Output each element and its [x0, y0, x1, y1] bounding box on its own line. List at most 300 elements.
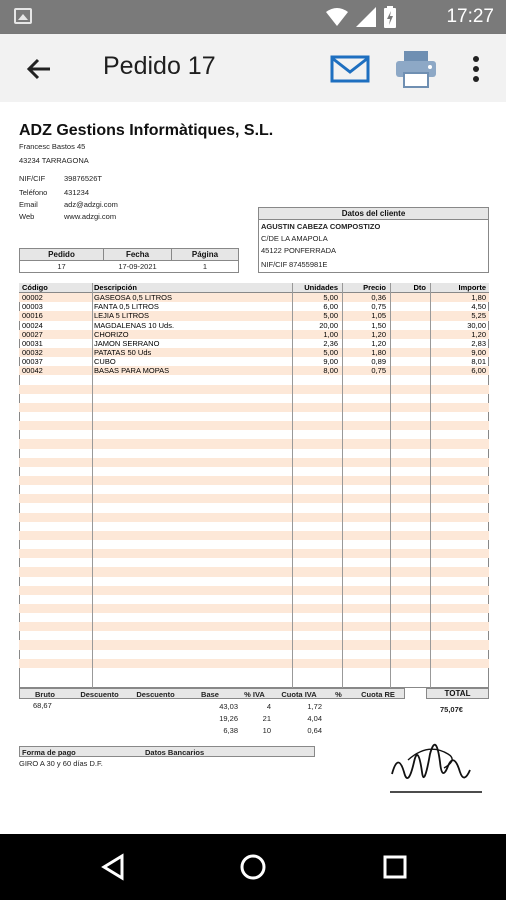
price-cell [341, 668, 389, 677]
description-cell [91, 375, 291, 384]
totals-header-base: Base [201, 690, 219, 699]
table-row [19, 631, 489, 640]
code-cell [19, 613, 91, 622]
table-row [19, 586, 489, 595]
amount-cell [429, 513, 489, 522]
table-row [19, 613, 489, 622]
price-cell [341, 640, 389, 649]
price-cell [341, 439, 389, 448]
amount-cell [429, 604, 489, 613]
discount-cell [389, 348, 429, 357]
order-info-header-pedido: Pedido [20, 249, 104, 261]
amount-cell [429, 622, 489, 631]
table-row [19, 567, 489, 576]
code-cell [19, 449, 91, 458]
discount-cell [389, 385, 429, 394]
units-cell [291, 467, 341, 476]
description-cell: BASAS PARA MOPAS [91, 366, 291, 375]
description-cell [91, 412, 291, 421]
battery-charging-icon [384, 6, 396, 28]
price-cell [341, 430, 389, 439]
col-header-descripcion: Descripción [91, 283, 291, 293]
description-cell [91, 567, 291, 576]
code-cell [19, 375, 91, 384]
discount-cell [389, 339, 429, 348]
code-cell [19, 494, 91, 503]
price-cell [341, 650, 389, 659]
status-bar [0, 0, 506, 34]
units-cell [291, 476, 341, 485]
discount-cell [389, 458, 429, 467]
amount-cell [429, 640, 489, 649]
description-cell [91, 613, 291, 622]
totals-header-bruto: Bruto [35, 690, 55, 699]
price-cell [341, 540, 389, 549]
recents-nav-icon[interactable] [380, 852, 410, 882]
company-address-line2: 43234 TARRAGONA [19, 156, 89, 165]
code-cell [19, 421, 91, 430]
price-cell [341, 631, 389, 640]
code-cell [19, 430, 91, 439]
amount-cell [429, 531, 489, 540]
table-row [19, 540, 489, 549]
units-cell [291, 531, 341, 540]
client-box-header: Datos del cliente [259, 208, 488, 220]
discount-cell [389, 558, 429, 567]
discount-cell [389, 366, 429, 375]
description-cell [91, 577, 291, 586]
amount-cell [429, 577, 489, 586]
units-cell [291, 449, 341, 458]
code-cell [19, 403, 91, 412]
mail-icon[interactable] [330, 52, 370, 86]
tax-rate-2: 21 [262, 714, 271, 723]
description-cell [91, 439, 291, 448]
company-nif: 39876526T [64, 174, 102, 183]
description-cell: FANTA 0,5 LITROS [94, 302, 159, 312]
discount-cell [389, 302, 429, 311]
table-row [19, 348, 489, 357]
code-cell [19, 622, 91, 631]
units-cell [291, 503, 341, 512]
units-cell: 6,00 [323, 302, 338, 312]
units-cell [291, 640, 341, 649]
description-cell [91, 668, 291, 677]
client-box [258, 207, 489, 273]
description-cell [91, 503, 291, 512]
units-cell: 9,00 [323, 357, 338, 367]
client-name: AGUSTIN CABEZA COMPOSTIZO [261, 222, 381, 231]
table-row [19, 321, 489, 330]
description-cell [91, 449, 291, 458]
table-row [19, 439, 489, 448]
units-cell [291, 412, 341, 421]
amount-cell [429, 412, 489, 421]
price-cell [341, 513, 389, 522]
totals-header-cuota-iva: Cuota IVA [281, 690, 317, 699]
code-cell [19, 640, 91, 649]
discount-cell [389, 494, 429, 503]
description-cell [91, 403, 291, 412]
discount-cell [389, 531, 429, 540]
table-row [19, 357, 489, 366]
table-row [19, 650, 489, 659]
units-cell: 5,00 [291, 311, 341, 320]
description-cell [91, 458, 291, 467]
totals-header-descuento1: Descuento [80, 690, 119, 699]
amount-cell [429, 595, 489, 604]
price-cell [341, 522, 389, 531]
image-notification-icon [14, 8, 32, 24]
code-cell [19, 595, 91, 604]
discount-cell [389, 330, 429, 339]
units-cell [291, 604, 341, 613]
code-cell [19, 668, 91, 677]
home-nav-icon[interactable] [238, 852, 268, 882]
price-cell [341, 604, 389, 613]
amount-cell: 30,00 [467, 320, 486, 330]
discount-cell [389, 540, 429, 549]
amount-cell [429, 485, 489, 494]
amount-cell [429, 449, 489, 458]
table-row [19, 403, 489, 412]
description-cell: PATATAS 50 Uds [91, 348, 291, 357]
units-cell [291, 522, 341, 531]
discount-cell [389, 293, 429, 303]
code-cell [19, 586, 91, 595]
table-row [19, 375, 489, 384]
company-web-label: Web [19, 212, 35, 221]
description-cell [91, 485, 291, 494]
amount-cell: 8,01 [471, 357, 486, 367]
table-row [19, 330, 489, 339]
amount-cell [429, 631, 489, 640]
units-cell [291, 485, 341, 494]
amount-cell [429, 430, 489, 439]
company-name: ADZ Gestions Informàtiques, S.L. [19, 122, 274, 139]
code-cell: 00016 [19, 311, 91, 320]
amount-cell: 4,50 [471, 302, 486, 312]
totals-header-iva: % IVA [244, 690, 265, 699]
amount-cell [429, 385, 489, 394]
price-cell [341, 394, 389, 403]
table-row [19, 604, 489, 613]
table-row [19, 640, 489, 649]
discount-cell [389, 449, 429, 458]
discount-cell [389, 430, 429, 439]
order-date: 17-09-2021 [118, 262, 157, 271]
price-cell [341, 458, 389, 467]
code-cell [19, 631, 91, 640]
price-cell: 0,89 [371, 357, 386, 367]
description-cell: MAGDALENAS 10 Uds. [94, 320, 175, 330]
code-cell [19, 513, 91, 522]
price-cell [341, 558, 389, 567]
units-cell [291, 549, 341, 558]
units-cell [291, 430, 341, 439]
description-cell [91, 531, 291, 540]
totals-header-re: % [335, 690, 342, 699]
tax-base-2: 19,26 [219, 714, 238, 723]
description-cell [91, 622, 291, 631]
amount-cell [429, 522, 489, 531]
units-cell: 2,36 [323, 338, 338, 348]
price-cell [341, 494, 389, 503]
code-cell [19, 385, 91, 394]
units-cell [291, 394, 341, 403]
company-email-label: Email [19, 200, 38, 209]
printer-icon[interactable] [394, 49, 438, 89]
price-cell [341, 375, 389, 384]
amount-cell [429, 586, 489, 595]
units-cell [291, 586, 341, 595]
amount-cell [429, 375, 489, 384]
client-city: 45122 PONFERRADA [261, 246, 337, 255]
code-cell [19, 394, 91, 403]
units-cell: 5,00 [291, 293, 341, 303]
amount-cell [429, 668, 489, 677]
wifi-icon [326, 7, 348, 27]
back-nav-icon[interactable] [98, 852, 128, 882]
discount-cell [389, 650, 429, 659]
code-cell [19, 522, 91, 531]
amount-cell [429, 458, 489, 467]
discount-cell [389, 604, 429, 613]
discount-cell [389, 631, 429, 640]
code-cell: 00032 [19, 348, 91, 357]
price-cell [341, 503, 389, 512]
code-cell [19, 458, 91, 467]
price-cell [341, 659, 389, 668]
units-cell [291, 375, 341, 384]
units-cell [291, 421, 341, 430]
code-cell [19, 439, 91, 448]
units-cell [291, 668, 341, 677]
order-info-header-fecha: Fecha [104, 249, 172, 261]
code-cell [19, 412, 91, 421]
amount-cell: 1,80 [429, 293, 489, 303]
table-row [19, 339, 489, 348]
units-cell: 5,00 [291, 348, 341, 357]
price-cell [341, 586, 389, 595]
amount-cell [429, 613, 489, 622]
amount-cell: 9,00 [429, 348, 489, 357]
code-cell [19, 567, 91, 576]
discount-cell [389, 577, 429, 586]
units-cell [291, 577, 341, 586]
units-cell [291, 494, 341, 503]
table-row [19, 513, 489, 522]
price-cell [341, 567, 389, 576]
code-cell: 00024 [22, 320, 43, 330]
units-cell [291, 631, 341, 640]
units-cell [291, 458, 341, 467]
discount-cell [389, 513, 429, 522]
totals-bruto: 68,67 [33, 701, 52, 710]
description-cell [91, 631, 291, 640]
tax-base-1: 43,03 [219, 702, 238, 711]
amount-cell: 1,20 [429, 330, 489, 339]
description-cell [91, 659, 291, 668]
units-cell [291, 659, 341, 668]
table-row [19, 668, 489, 677]
amount-cell [429, 421, 489, 430]
units-cell [291, 650, 341, 659]
tax-rate-3: 10 [262, 726, 271, 735]
price-cell [341, 467, 389, 476]
amount-cell [429, 540, 489, 549]
description-cell [91, 604, 291, 613]
app-bar [0, 34, 506, 102]
status-time: 17:27 [446, 6, 494, 27]
amount-cell [429, 439, 489, 448]
discount-cell [389, 421, 429, 430]
code-cell [19, 577, 91, 586]
client-nif-label: NIF/CIF [261, 260, 288, 269]
table-row [19, 385, 489, 394]
more-options-icon[interactable] [466, 52, 486, 86]
units-cell: 1,00 [291, 330, 341, 339]
price-cell: 1,20 [341, 330, 389, 339]
price-cell: 1,20 [371, 338, 386, 348]
discount-cell [389, 357, 429, 366]
description-cell [91, 522, 291, 531]
price-cell: 0,75 [371, 302, 386, 312]
description-cell: JAMON SERRANO [94, 338, 160, 348]
description-cell [91, 421, 291, 430]
table-row [19, 659, 489, 668]
price-cell: 0,75 [341, 366, 389, 375]
price-cell: 0,36 [341, 293, 389, 303]
discount-cell [389, 549, 429, 558]
discount-cell [389, 439, 429, 448]
amount-cell [429, 394, 489, 403]
totals-header-descuento2: Descuento [136, 690, 175, 699]
tax-amount-1: 1,72 [307, 702, 322, 711]
discount-cell [389, 586, 429, 595]
description-cell [91, 595, 291, 604]
price-cell [341, 595, 389, 604]
price-cell [341, 412, 389, 421]
amount-cell [429, 567, 489, 576]
discount-cell [389, 403, 429, 412]
units-cell [291, 558, 341, 567]
description-cell: GASEOSA 0,5 LITROS [91, 293, 291, 303]
code-cell [19, 503, 91, 512]
code-cell: 00042 [19, 366, 91, 375]
price-cell: 1,50 [371, 320, 386, 330]
description-cell [91, 430, 291, 439]
company-phone-label: Teléfono [19, 188, 48, 197]
price-cell [341, 577, 389, 586]
signature-image [388, 732, 484, 798]
discount-cell [389, 467, 429, 476]
units-cell [291, 513, 341, 522]
amount-cell: 6,00 [429, 366, 489, 375]
page-title: Pedido 17 [103, 52, 216, 80]
table-row [19, 577, 489, 586]
price-cell: 1,80 [341, 348, 389, 357]
price-cell [341, 421, 389, 430]
description-cell [91, 476, 291, 485]
col-header-precio: Precio [341, 283, 389, 293]
table-row [19, 531, 489, 540]
code-cell: 00027 [19, 330, 91, 339]
discount-cell [389, 412, 429, 421]
amount-cell [429, 549, 489, 558]
units-cell [291, 403, 341, 412]
table-row [19, 467, 489, 476]
col-header-dto: Dto [389, 283, 429, 293]
table-row [19, 485, 489, 494]
units-cell: 8,00 [291, 366, 341, 375]
discount-cell [389, 668, 429, 677]
payment-label: Forma de pago [22, 748, 76, 757]
tax-amount-2: 4,04 [307, 714, 322, 723]
description-cell: CHORIZO [91, 330, 291, 339]
price-cell [341, 403, 389, 412]
code-cell: 00003 [22, 302, 43, 312]
discount-cell [389, 640, 429, 649]
totals-header-cuota-re: Cuota RE [361, 690, 395, 699]
amount-cell [429, 476, 489, 485]
code-cell [19, 604, 91, 613]
code-cell [19, 476, 91, 485]
discount-cell [389, 522, 429, 531]
units-cell [291, 613, 341, 622]
description-cell [91, 385, 291, 394]
table-row [19, 366, 489, 375]
description-cell [91, 494, 291, 503]
tax-base-3: 6,38 [223, 726, 238, 735]
discount-cell [389, 622, 429, 631]
code-cell [19, 540, 91, 549]
table-row [19, 394, 489, 403]
table-row [19, 430, 489, 439]
order-page: 1 [202, 262, 208, 271]
description-cell [91, 640, 291, 649]
code-cell: 00037 [22, 357, 43, 367]
client-street: C/DE LA AMAPOLA [261, 234, 328, 243]
back-arrow-icon[interactable] [22, 52, 56, 86]
units-cell [291, 595, 341, 604]
code-cell [19, 549, 91, 558]
col-header-importe: Importe [429, 283, 489, 293]
table-row [19, 558, 489, 567]
table-row [19, 503, 489, 512]
price-cell [341, 449, 389, 458]
order-document [0, 102, 506, 834]
code-cell [19, 558, 91, 567]
price-cell [341, 385, 389, 394]
description-cell [91, 394, 291, 403]
table-row [19, 449, 489, 458]
units-cell [291, 622, 341, 631]
payment-header [19, 746, 315, 757]
amount-cell: 5,25 [429, 311, 489, 320]
description-cell [91, 650, 291, 659]
description-cell [91, 549, 291, 558]
price-cell [341, 549, 389, 558]
table-row [19, 494, 489, 503]
amount-cell [429, 650, 489, 659]
code-cell [19, 467, 91, 476]
table-row [19, 311, 489, 320]
amount-cell [429, 494, 489, 503]
totals-header [19, 688, 405, 699]
code-cell [19, 659, 91, 668]
units-cell [291, 439, 341, 448]
